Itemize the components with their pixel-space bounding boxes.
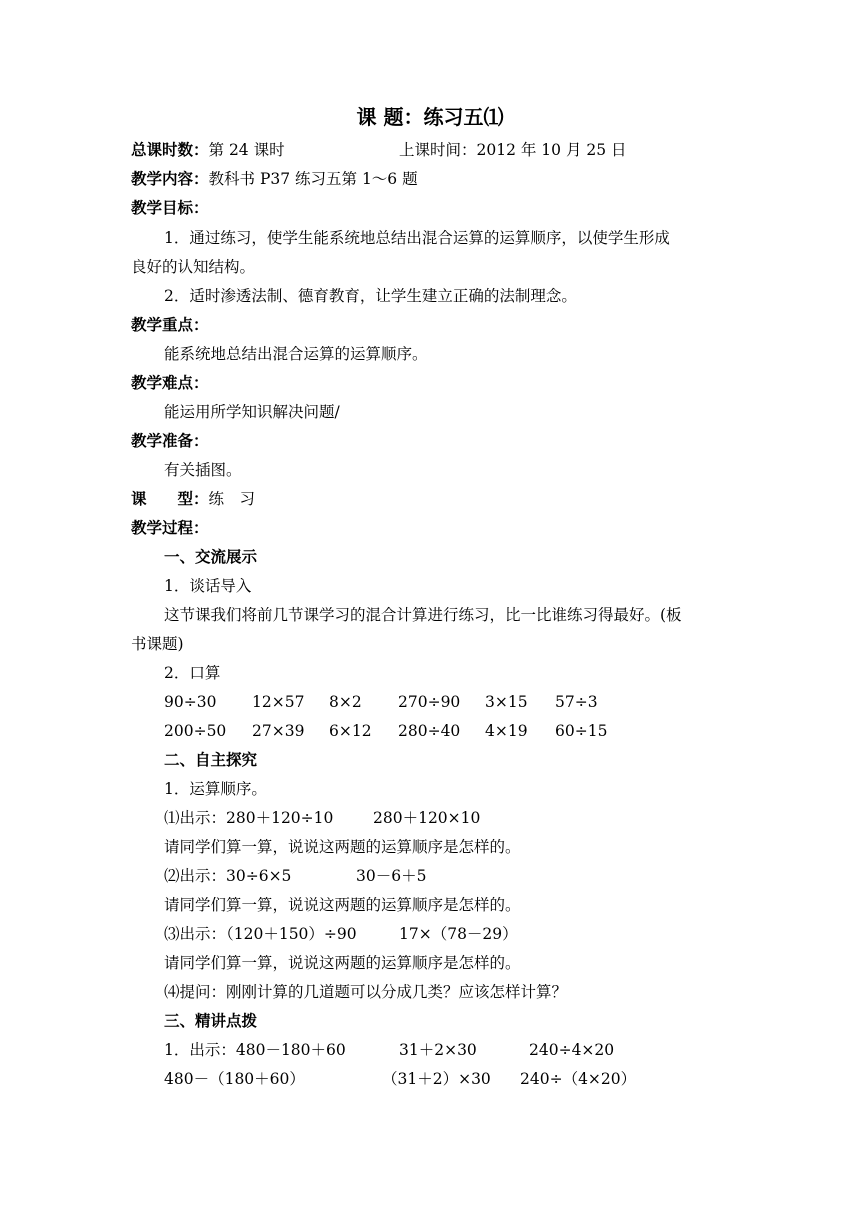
process-heading: 教学过程： [131,519,209,537]
problem-2a: ⑵出示：30÷6×5 [164,867,292,885]
oral-calc-cell: 8×2 [329,693,362,711]
content-line [131,169,418,189]
problem-3a: ⑶出示：（120＋150）÷90 [164,925,357,943]
section-3-expr-2c: 240÷（4×20） [520,1070,637,1088]
total-hours-line [131,140,285,160]
prompt-3: 请同学们算一算，说说这两题的运算顺序是怎样的。 [164,954,521,972]
oral-calc-cell: 4×19 [485,722,528,740]
section-3-expr-2a: 480－（180＋60） [164,1070,305,1088]
lesson-type-label: 课 型： [131,490,209,508]
prompt-1: 请同学们算一算，说说这两题的运算顺序是怎样的。 [164,838,521,856]
goal-1-line-a: 1．通过练习，使学生能系统地总结出混合运算的运算顺序，以使学生形成 [164,229,670,247]
prompt-2: 请同学们算一算，说说这两题的运算顺序是怎样的。 [164,896,521,914]
section-2-item-1: 1．运算顺序。 [164,780,267,798]
section-3-expr-1b: 31＋2×30 [399,1041,477,1059]
section-1-item-2: 2．口算 [164,664,221,682]
oral-calc-row-1 [0,692,860,712]
class-date: 上课时间：2012 年 10 月 25 日 [399,141,627,159]
section-3-heading: 三、精讲点拨 [164,1012,258,1030]
oral-calc-cell: 57÷3 [555,693,598,711]
lesson-type-line [131,489,255,509]
oral-calc-cell: 90÷30 [164,693,217,711]
section-1-text-a: 这节课我们将前几节课学习的混合计算进行练习，比一比谁练习得最好。(板 [164,606,682,624]
oral-calc-cell: 270÷90 [398,693,461,711]
preparation-heading: 教学准备： [131,432,209,450]
oral-calc-cell: 12×57 [252,693,305,711]
oral-calc-cell: 6×12 [329,722,372,740]
section-1-heading: 一、交流展示 [164,548,258,566]
section-2-heading: 二、自主探究 [164,751,258,769]
total-hours-label: 总课时数： [131,141,209,159]
problem-1b: 280＋120×10 [373,809,481,827]
section-3-expr-1a: 1．出示：480－180＋60 [164,1041,346,1059]
section-1-text-b: 书课题) [131,635,184,653]
lesson-type-value: 练 习 [208,490,256,508]
difficulty-heading: 教学难点： [131,374,209,392]
oral-calc-cell: 200÷50 [164,722,227,740]
oral-calc-cell: 60÷15 [555,722,608,740]
goals-heading: 教学目标： [131,199,209,217]
goal-2: 2．适时渗透法制、德育教育，让学生建立正确的法制理念。 [164,287,577,305]
oral-calc-row-2 [0,721,860,741]
preparation-text: 有关插图。 [164,461,242,479]
page-title: 课 题：练习五⑴ [356,105,504,129]
difficulty-text: 能运用所学知识解决问题/ [164,403,340,421]
content-label: 教学内容： [131,170,209,188]
key-point-heading: 教学重点： [131,316,209,334]
problem-1a: ⑴出示：280＋120÷10 [164,809,334,827]
oral-calc-cell: 27×39 [252,722,305,740]
question-4: ⑷提问：刚刚计算的几道题可以分成几类？应该怎样计算？ [164,983,568,1001]
section-1-item-1: 1．谈话导入 [164,577,252,595]
oral-calc-cell: 3×15 [485,693,528,711]
goal-1-line-b: 良好的认知结构。 [131,258,256,276]
total-hours-value: 第 24 课时 [208,141,285,159]
oral-calc-cell: 280÷40 [398,722,461,740]
section-3-expr-1c: 240÷4×20 [529,1041,615,1059]
content-value: 教科书 P37 练习五第 1～6 题 [208,170,418,188]
problem-2b: 30－6＋5 [356,867,427,885]
section-3-expr-2b: （31＋2）×30 [382,1070,491,1088]
problem-3b: 17×（78－29） [399,925,518,943]
key-point-text: 能系统地总结出混合运算的运算顺序。 [164,345,428,363]
